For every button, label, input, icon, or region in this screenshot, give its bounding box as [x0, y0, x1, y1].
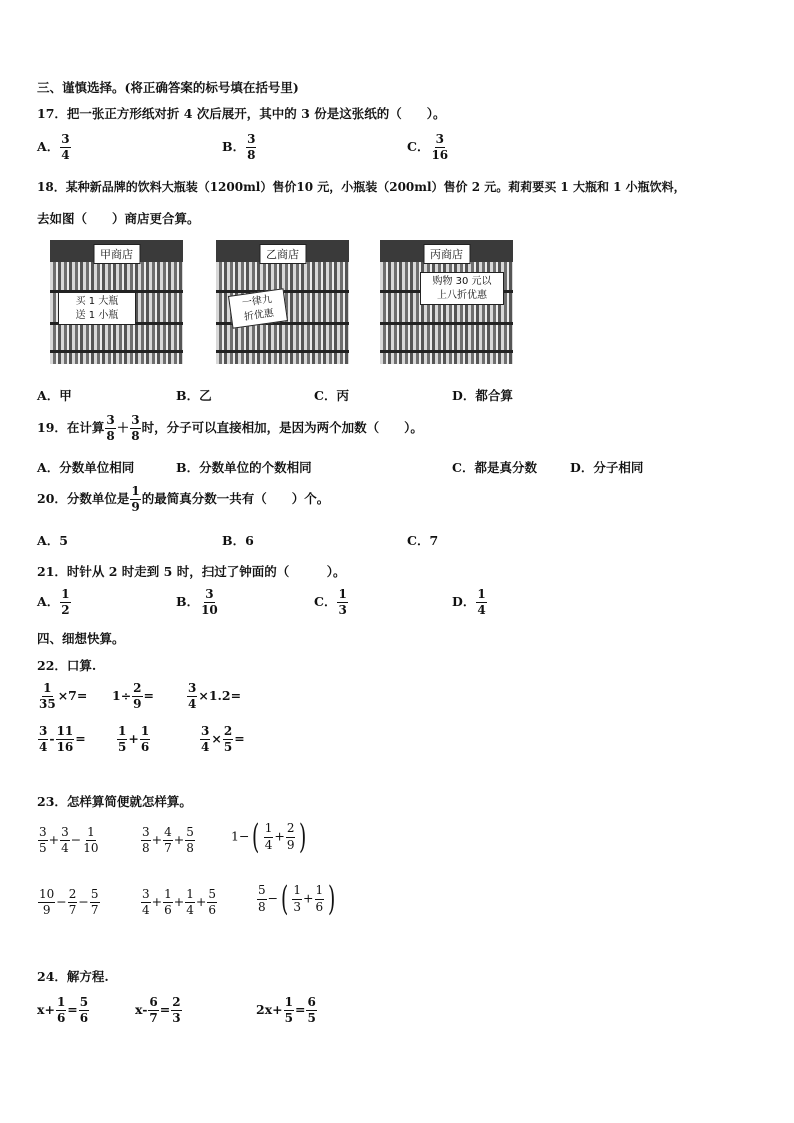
shop-jia-title: 甲商店 — [93, 244, 140, 264]
q17-option-a: A． $\frac{3}{4}$ — [37, 132, 70, 163]
q22-expr-6: $\frac{3}{4}$ × $\frac{2}{5}$ = — [201, 724, 245, 755]
shop-yi-sign: 一律九 折优惠 — [228, 288, 288, 328]
q23-expr-6: $\frac{5}{8}$ −( $\frac{1}{3}$ + $\frac{1}{6}$ ) — [258, 879, 336, 919]
q18-option-d: D．都合算 — [452, 388, 513, 403]
q20-option-c: C．7 — [407, 533, 439, 548]
q22-expr-3: $\frac{3}{4}$ ×1.2= — [188, 681, 242, 712]
section-3-heading: 三、谨慎选择。(将正确答案的标号填在括号里) — [37, 80, 299, 95]
q18-option-a: A．甲 — [37, 388, 72, 403]
shop-jia-sign: 买 1 大瓶 送 1 小瓶 — [58, 292, 136, 325]
shop-jia-photo — [50, 240, 183, 364]
q24-equation-1: x+ $\frac{1}{6}$ = $\frac{5}{6}$ — [37, 995, 89, 1026]
q20-option-a: A．5 — [37, 533, 68, 548]
q18-option-c: C．丙 — [314, 388, 349, 403]
q19-option-a: A．分数单位相同 — [37, 460, 135, 475]
shop-bing-title: 丙商店 — [423, 244, 470, 264]
q23-expr-4: $\frac{10}{9}$ − $\frac{2}{7}$ − $\frac{5}{7}$ — [39, 887, 99, 918]
q23-title: 23．怎样算简便就怎样算。 — [37, 794, 192, 809]
q23-expr-5: $\frac{3}{4}$ + $\frac{1}{6}$ + $\frac{1}{4}$ + $\frac{5}{6}$ — [142, 887, 217, 918]
q22-expr-1: $\frac{1}{35}$ ×7= — [39, 681, 88, 712]
q21-option-d: D． $\frac{1}{4}$ — [452, 587, 486, 618]
q22-expr-4: $\frac{3}{4}$ - $\frac{11}{16}$ = — [39, 724, 86, 755]
shop-yi-title: 乙商店 — [259, 244, 306, 264]
q19-option-b: B．分数单位的个数相同 — [176, 460, 312, 475]
q20-stem: 20．分数单位是 $\frac{1}{9}$ 的最简真分数一共有（ ）个。 — [37, 484, 330, 515]
q22-expr-2: 1÷ $\frac{2}{9}$ = — [112, 681, 155, 712]
q21-stem: 21．时针从 2 时走到 5 时，扫过了钟面的（ ）。 — [37, 564, 346, 579]
shop-yi-photo — [216, 240, 349, 364]
q19-option-d: D．分子相同 — [570, 460, 644, 475]
q20-option-b: B．6 — [222, 533, 254, 548]
q23-expr-2: $\frac{3}{8}$ + $\frac{4}{7}$ + $\frac{5}{8}$ — [142, 825, 194, 856]
q22-expr-5: $\frac{1}{5}$ + $\frac{1}{6}$ — [118, 724, 150, 755]
q17-option-c: C． $\frac{3}{16}$ — [407, 132, 449, 163]
q24-title: 24．解方程. — [37, 969, 109, 984]
q18-option-b: B．乙 — [176, 388, 212, 403]
q19-stem: 19．在计算 $\frac{3}{8}$ ＋ $\frac{3}{8}$ 时，分子可以直接相加，是因为两个加数（ ）。 — [37, 413, 423, 444]
q23-expr-3: 1−( $\frac{1}{4}$ + $\frac{2}{9}$ ) — [231, 817, 307, 857]
section-4-heading: 四、细想快算。 — [37, 631, 125, 646]
q18-stem-line2: 去如图（ ）商店更合算。 — [37, 211, 200, 226]
shop-bing-sign: 购物 30 元以 上八折优惠 — [420, 272, 504, 305]
q21-option-a: A． $\frac{1}{2}$ — [37, 587, 70, 618]
q21-option-c: C． $\frac{1}{3}$ — [314, 587, 347, 618]
shop-bing-photo — [380, 240, 513, 364]
q18-stem-line1: 18．某种新品牌的饮料大瓶装（1200ml）售价10 元，小瓶装（200ml）售价 2 元。莉莉要买 1 大瓶和 1 小瓶饮料， — [37, 180, 686, 194]
q17-stem: 17．把一张正方形纸对折 4 次后展开，其中的 3 份是这张纸的（ ）。 — [37, 106, 446, 121]
q24-equation-2: x- $\frac{6}{7}$ = $\frac{2}{3}$ — [135, 995, 181, 1026]
q24-equation-3: 2x+ $\frac{1}{5}$ = $\frac{6}{5}$ — [256, 995, 316, 1026]
q19-option-c: C．都是真分数 — [452, 460, 537, 475]
q17-option-b: B． $\frac{3}{8}$ — [222, 132, 256, 163]
q23-expr-1: $\frac{3}{5}$ + $\frac{3}{4}$ − $\frac{1}{10}$ — [39, 825, 99, 856]
q22-title: 22．口算. — [37, 658, 97, 673]
q21-option-b: B． $\frac{3}{10}$ — [176, 587, 218, 618]
